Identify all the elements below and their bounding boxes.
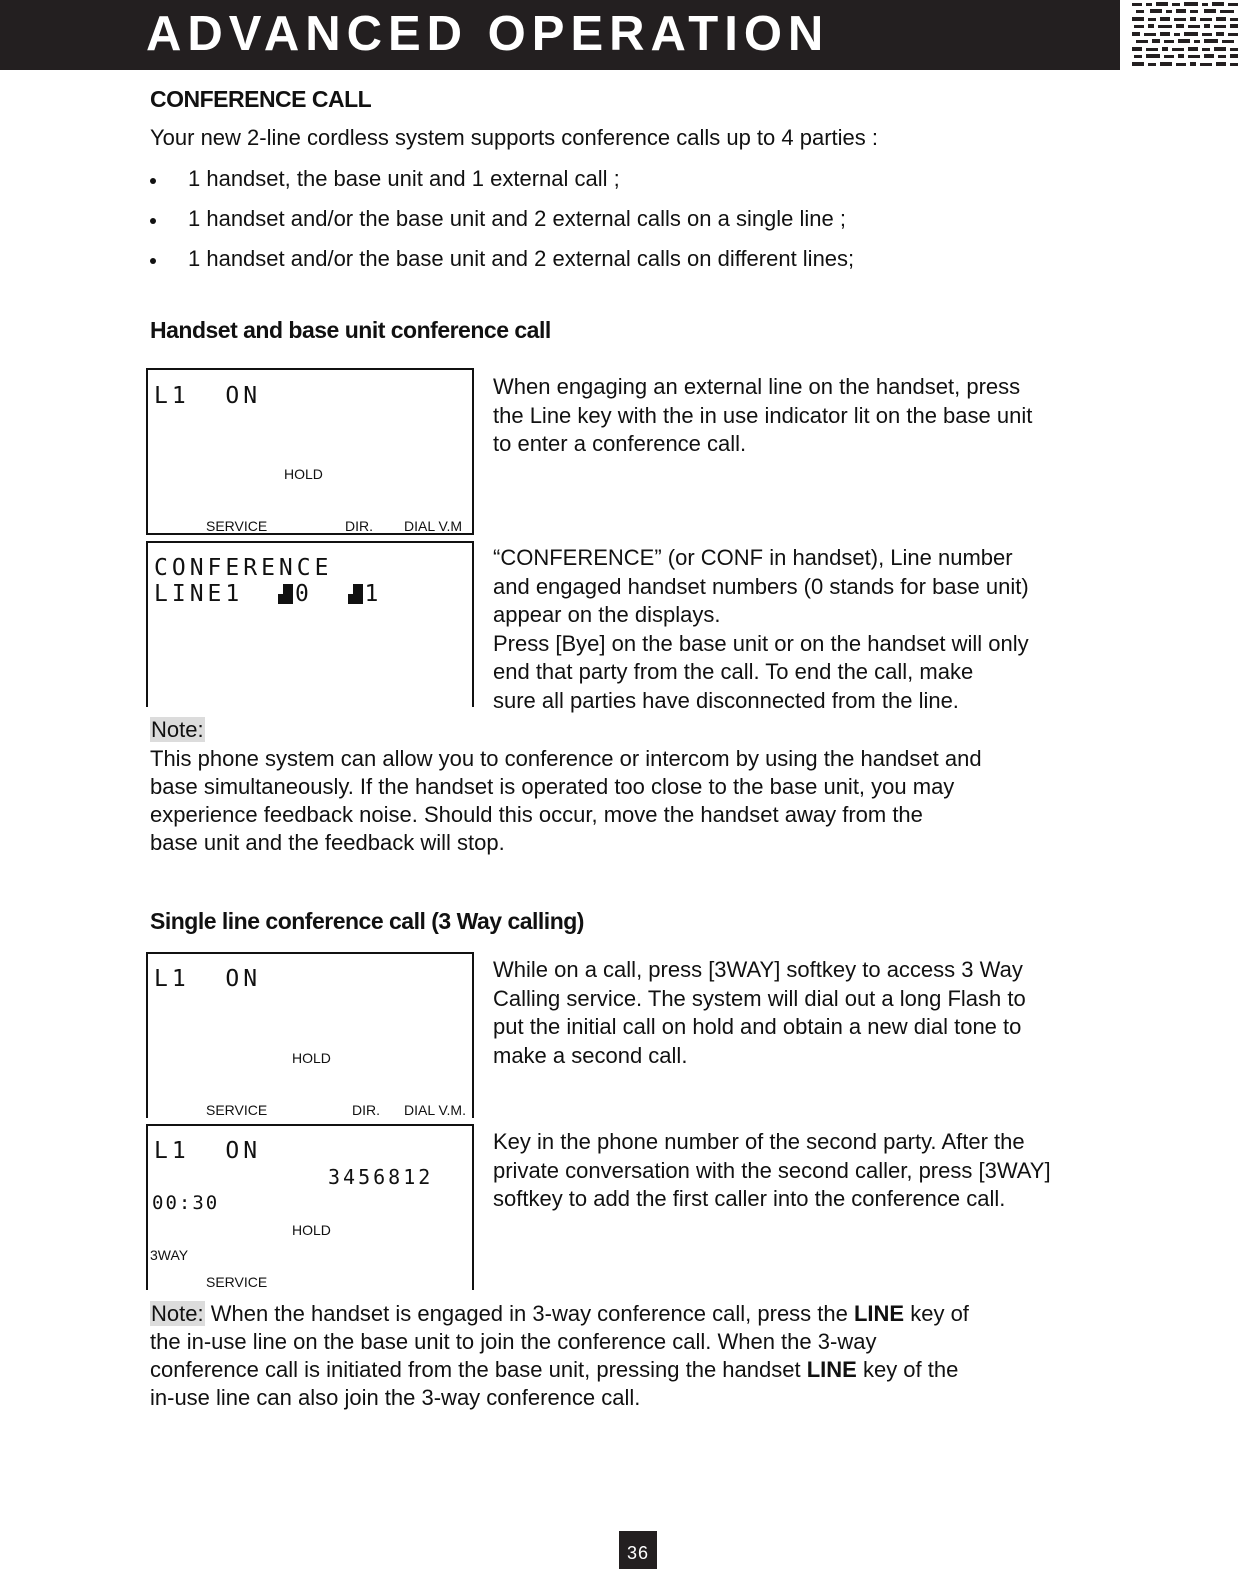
section-title-single-line: Single line conference call (3 Way calling) xyxy=(150,908,584,934)
handset-indicator-icon xyxy=(353,584,363,604)
note-3way: Note: When the handset is engaged in 3-way conference call, press the LINE key of the in-use line on the base unit to join the conference call. When the 3-way conference call is initiated from the base unit, pressing the handset LINE key of the in-use line can also join the 3-way conference call. xyxy=(150,1301,969,1410)
decorative-pattern-icon xyxy=(1130,0,1240,72)
section-title-conference-call: CONFERENCE CALL xyxy=(150,86,372,112)
handset-base-description-1: When engaging an external line on the handset, press the Line key with the in use indicator lit on the base unit to enter a conference call. xyxy=(493,374,1033,456)
lcd-dialed-number: 3456812 xyxy=(328,1165,434,1189)
note-label: Note: xyxy=(151,717,204,742)
lcd-hold-label: HOLD xyxy=(292,1050,331,1066)
lcd-line-2: LINE1 0 1 xyxy=(154,581,383,607)
bullet-icon xyxy=(150,258,156,264)
lcd-line-1: CONFERENCE xyxy=(154,555,333,581)
section-title-handset-base: Handset and base unit conference call xyxy=(150,317,551,343)
conference-bullet-list xyxy=(150,164,854,284)
list-item: 1 handset, the base unit and 1 external call ; xyxy=(150,164,854,204)
list-item: 1 handset and/or the base unit and 2 external calls on a single line ; xyxy=(150,204,854,244)
lcd-display-3way-start xyxy=(146,952,474,1118)
softkey-service: SERVICE xyxy=(206,1274,268,1290)
softkey-service: SERVICE xyxy=(206,1102,268,1118)
lcd-hold-label: HOLD xyxy=(292,1222,331,1238)
bullet-icon xyxy=(150,218,156,224)
bullet-icon xyxy=(150,178,156,184)
note-label: Note: xyxy=(151,1301,204,1326)
lcd-call-timer: 00:30 xyxy=(152,1192,220,1214)
page-number: 36 xyxy=(619,1531,657,1569)
note-feedback: This phone system can allow you to conference or intercom by using the handset and base simultaneously. If the handset is operated too close to the base unit, you may experience feedback noise. Should this occur, move the handset away from the base unit and the feedback will stop. xyxy=(150,746,982,855)
softkey-3way: 3WAY xyxy=(150,1247,189,1263)
softkey-dial-vm: DIAL V.M xyxy=(404,518,463,534)
lcd-display-line-on xyxy=(146,368,474,535)
handset-indicator-icon xyxy=(283,584,293,604)
single-line-description-1: While on a call, press [3WAY] softkey to access 3 Way Calling service. The system will dial out a long Flash to put the initial call on hold and obtain a new dial tone to make a second call. xyxy=(493,957,1026,1068)
lcd-line-1: L1 ON xyxy=(154,383,262,409)
conference-intro: Your new 2-line cordless system supports conference calls up to 4 parties : xyxy=(150,125,878,150)
softkey-dir: DIR. xyxy=(345,518,373,534)
softkey-dir: DIR. xyxy=(352,1102,380,1118)
handset-base-description-2: “CONFERENCE” (or CONF in handset), Line number and engaged handset numbers (0 stands for base unit) appear on the displays. Press [Bye] on the base unit or on the handset will only end that party from the call. To end the call, make sure all parties have disconnected from the line. xyxy=(493,545,1029,713)
lcd-line-1: L1 ON xyxy=(154,1138,262,1164)
softkey-service: SERVICE xyxy=(206,518,268,534)
page-title: ADVANCED OPERATION xyxy=(146,7,830,61)
softkey-dial-vm: DIAL V.M. xyxy=(404,1102,466,1118)
lcd-display-conference xyxy=(146,541,474,707)
lcd-line-1: L1 ON xyxy=(154,966,262,992)
single-line-description-2: Key in the phone number of the second party. After the private conversation with the second caller, press [3WAY] softkey to add the first caller into the conference call. xyxy=(493,1129,1051,1211)
lcd-display-3way-second-call xyxy=(146,1124,474,1290)
list-item: 1 handset and/or the base unit and 2 external calls on different lines; xyxy=(150,244,854,284)
lcd-hold-label: HOLD xyxy=(284,466,323,482)
